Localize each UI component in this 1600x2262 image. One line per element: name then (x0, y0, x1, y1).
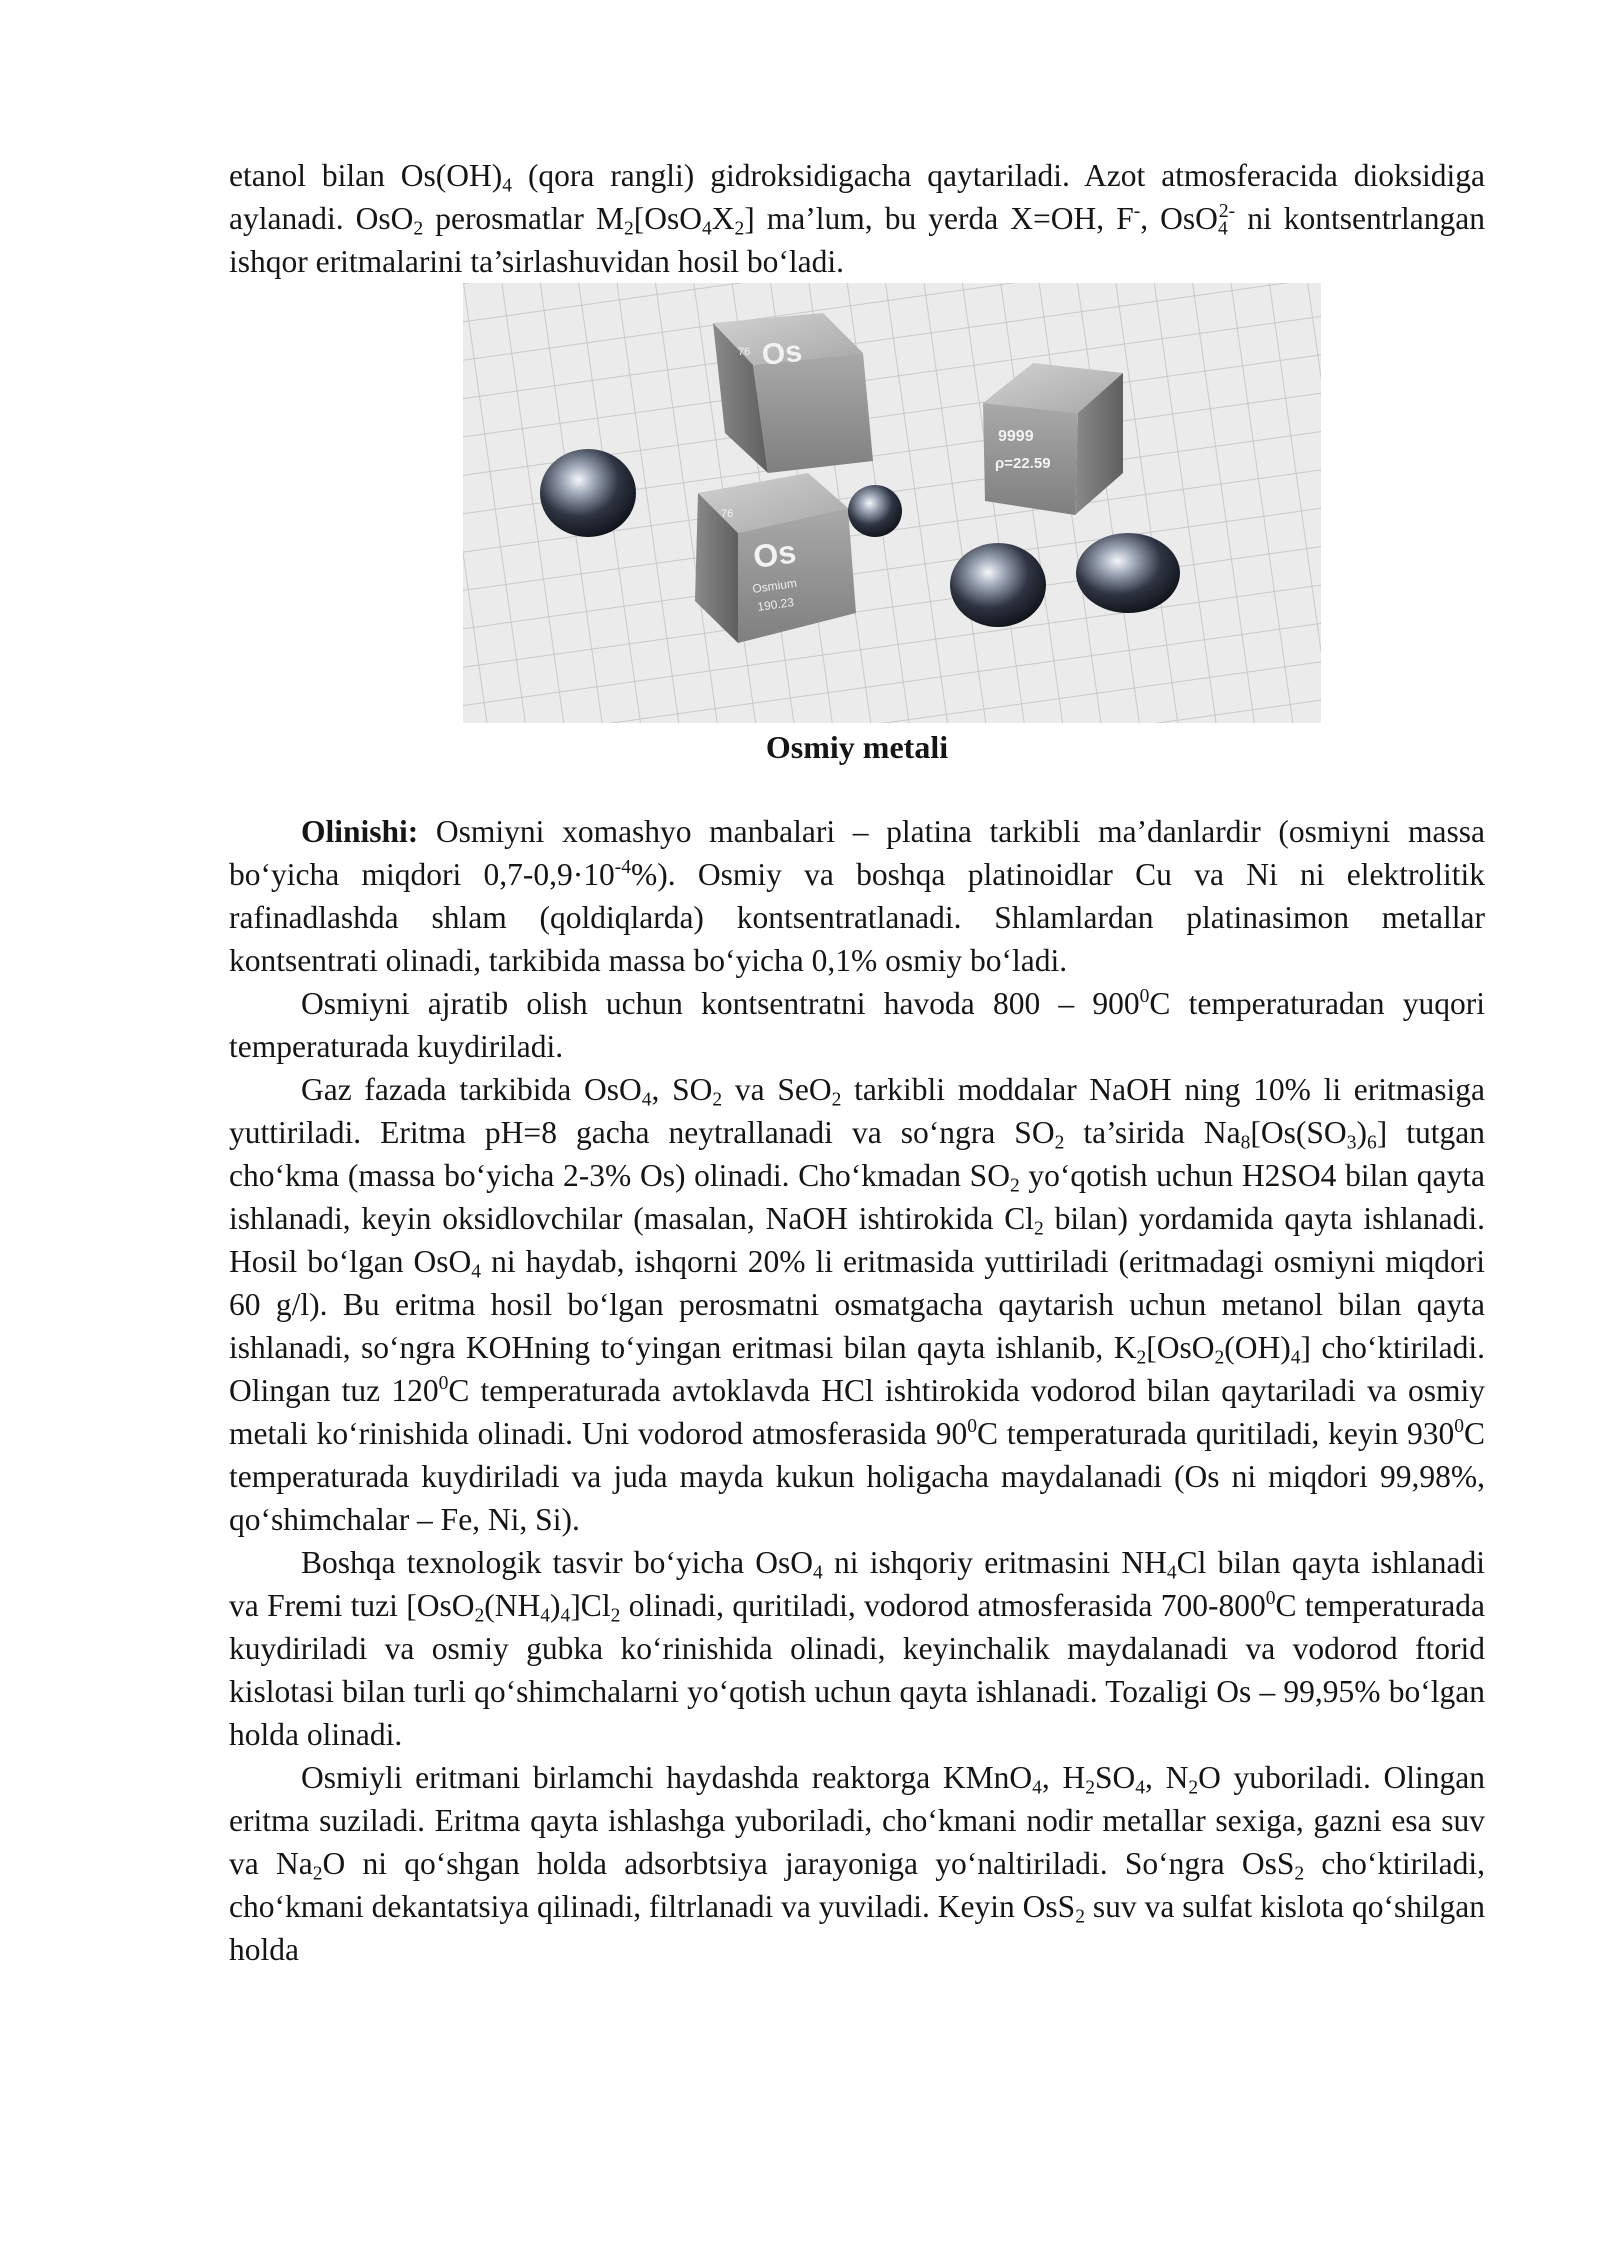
paragraph-olinishi: Olinishi: Osmiyni xomashyo manbalari – platina tarkibli ma’danlardir (osmiyni massa bo‘yicha miqdori $0,7-0,9\cdot 10^{-4}\%$). Osmiy va boshqa platinoidlar Cu va Ni ni elektrolitik rafinadlashda shlam (qoldiqlarda) kontsentratlanadi. Shlamlardan platinasimon metallar kontsentrati olinadi, tarkibida massa bo‘yicha 0,1% osmiy bo‘ladi. (229, 814, 1485, 978)
main-text (229, 810, 1485, 1971)
cube-mass-text: 190.23 (756, 594, 795, 614)
paragraph-3: Gaz fazada tarkibida OsO$_4$, $SO_2$ va SeO$_2$ tarkibli moddalar NaOH ning 10% li eritmasiga yuttiriladi. Eritma pH=8 gacha neytrallanadi va so‘ngra $SO_2$ ta’sirida $Na_8[Os(SO_3)_6]$ tutgan cho‘kma (massa bo‘yicha 2-3% Os) olinadi. Cho‘kmadan $SO_2$ yo‘qotish uchun H2SO4 bilan qayta ishlanadi, keyin oksidlovchilar (masalan, NaOH ishtirokida $Cl_2$ bilan) yordamida qayta ishlanadi. Hosil bo‘lgan OsO$_4$ ni haydab, ishqorni 20% li eritmasida yuttiriladi (eritmadagi osmiyni miqdori 60 g/l). Bu eritma hosil bo‘lgan perosmatni osmatgacha qaytarish uchun metanol bilan qayta ishlanadi, so‘ngra KOHning to‘yingan eritmasi bilan qayta ishlanib, $K_2[OsO_2(OH)_4]$ cho‘ktiriladi. Olingan tuz $120^0C$ temperaturada avtoklavda HCl ishtirokida vodorod bilan qaytariladi va osmiy metali ko‘rinishida olinadi. Uni vodorod atmosferasida $90^0C$ temperaturada quritiladi, keyin $930^0C$ temperaturada kuydiriladi va juda mayda kukun holigacha maydalanadi (Os ni miqdori 99,98%, qo‘shimchalar – Fe, Ni, Si). (229, 1072, 1485, 1537)
osmium-bead-1 (540, 449, 636, 537)
osmium-bead-3 (950, 543, 1046, 627)
intro-paragraph: etanol bilan $Os(OH)_4$ (qora rangli) gidroksidigacha qaytariladi. Azot atmosferacida dioksidiga aylanadi. OsO$_2$ perosmatlar $M_2[OsO_4X_2]$ ma’lum, bu yerda X=OH, F-, OsO$_4^{2-}$ ni kontsentrlangan ishqor eritmalarini ta’sirlashuvidan hosil bo‘ladi. (229, 158, 1485, 279)
osmium-photo (463, 283, 1321, 723)
cube-side-text-1: 9999 (998, 428, 1034, 445)
cube-symbol-text: Os (760, 334, 804, 372)
osmium-bead-2 (848, 485, 902, 537)
paragraph-5: Osmiyli eritmani birlamchi haydashda reaktorga KMnO$_4$, $H_2SO_4$, $N_2O$ yuboriladi. Olingan eritma suziladi. Eritma qayta ishlashga yuboriladi, cho‘kmani nodir metallar sexiga, gazni esa suv va $Na_2O$ ni qo‘shgan holda adsorbtsiya jarayoniga yo‘naltiriladi. So‘ngra OsS$_2$ cho‘ktiriladi, cho‘kmani dekantatsiya qilinadi, filtrlanadi va yuviladi. Keyin OsS$_2$ suv va sulfat kislota qo‘shilgan holda (229, 1760, 1486, 1967)
section-label: Olinishi: (301, 814, 419, 849)
cube-symbol-text: Os (750, 533, 799, 575)
osmium-cube-front (695, 473, 856, 643)
intro-text (229, 154, 1485, 283)
cube-number-text: 76 (721, 508, 734, 520)
cube-name-text: Osmium (751, 575, 798, 596)
paragraph-2: Osmiyni ajratib olish uchun kontsentratni havoda $800 - 900^0C$ temperaturadan yuqori temperaturada kuydiriladi. (229, 985, 1485, 1064)
cube-side-text-2: ρ=22.59 (995, 455, 1051, 472)
cube-number-text: 76 (738, 346, 751, 358)
figure-caption: Osmiy metali (765, 729, 949, 765)
osmium-bead-4 (1076, 533, 1180, 613)
osmium-photo-illustration (463, 283, 1321, 723)
paragraph-4: Boshqa texnologik tasvir bo‘yicha OsO$_4$ ni ishqoriy eritmasini $NH_4Cl$ bilan qayta ishlanadi va Fremi tuzi $[OsO_2(NH_4)_4]Cl_2$ olinadi, quritiladi, vodorod atmosferasida $700-800^0C$ temperaturada kuydiriladi va osmiy gubka ko‘rinishida olinadi, keyinchalik maydalanadi va vodorod ftorid kislotasi bilan turli qo‘shimchalarni yo‘qotish uchun qayta ishlanadi. Tozaligi Os – 99,95% bo‘lgan holda olinadi. (229, 1545, 1486, 1752)
